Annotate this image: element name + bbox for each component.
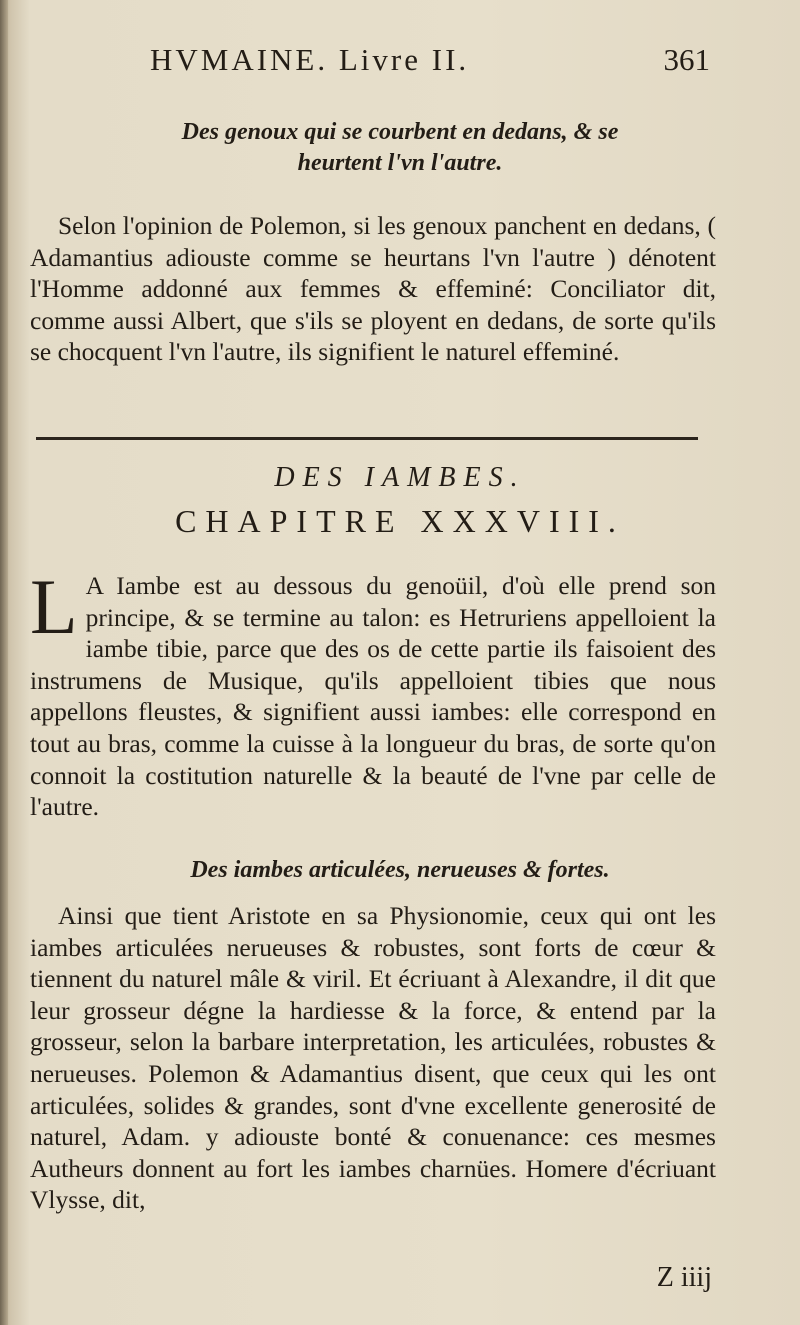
subheading-knees-line1: Des genoux qui se courbent en dedans, & se — [181, 119, 619, 145]
chapter-heading: CHAPITRE XXXVIII. — [175, 503, 625, 539]
page-header — [150, 42, 710, 82]
paragraph-legs-text: A Iambe est au dessous du genoüil, d'où elle prend son principe, & se termine au talon: es Hetruriens appelloient la iambe tibie, parce que des os de cette partie ils faisoient des instrumens de Musique, qu'ils appelloient tibies que nous appellons fleustes, & signifient aussi iambes: elle correspond en tout au bras, comme la cuisse à la longueur du bras, de sorte qu'on connoit la costitution naturelle & la beauté de l'vne par celle de l'autre. — [30, 571, 716, 822]
drop-capital: L — [30, 563, 78, 650]
section-title: DES IAMBES. — [274, 462, 526, 493]
page-gutter-shadow — [0, 0, 8, 1325]
paragraph-knees — [30, 210, 716, 368]
subheading-knees — [60, 117, 740, 179]
paragraph-knees-text: Selon l'opinion de Polemon, si les genoux panchent en dedans, ( Adamantius adiouste comme se heurtans l'vn l'autre ) dénotent l'Homme addonné aux femmes & effeminé: Conciliator dit, comme aussi Albert, que s'ils se ployent en dedans, de sorte qu'ils se chocquent l'vn l'autre, ils signifient le naturel effeminé. — [30, 211, 716, 367]
running-head: HVMAINE. Livre II. — [150, 42, 470, 77]
section-divider — [36, 437, 698, 440]
paragraph-legs — [30, 563, 716, 823]
subheading-legs: Des iambes articulées, nerueuses & fortes. — [190, 857, 610, 883]
paragraph-aristote-text: Ainsi que tient Aristote en sa Physionomie, ceux qui ont les iambes articulées nerueuses & robustes, sont forts de cœur & tiennent du naturel mâle & viril. Et écriuant à Alexandre, il dit que leur grosseur dégne la hardiesse & la force, & entend par la grosseur, selon la barbare interpretation, les articulées, robustes & nerueuses. Polemon & Adamantius disent, que ceux qui les ont articulées, solides & grandes, sont d'vne excellente generosité de naturel, Adam. y adiouste bonté & conuenance: ces mesmes Autheurs donnent au fort les iambes charnües. Homere d'écriuant Vlysse, dit, — [30, 901, 716, 1215]
signature-mark: Z iiij — [656, 1262, 712, 1293]
subheading-knees-line2: heurtent l'vn l'autre. — [297, 150, 503, 176]
page-number: 361 — [663, 42, 710, 77]
paragraph-aristote — [30, 900, 716, 1216]
